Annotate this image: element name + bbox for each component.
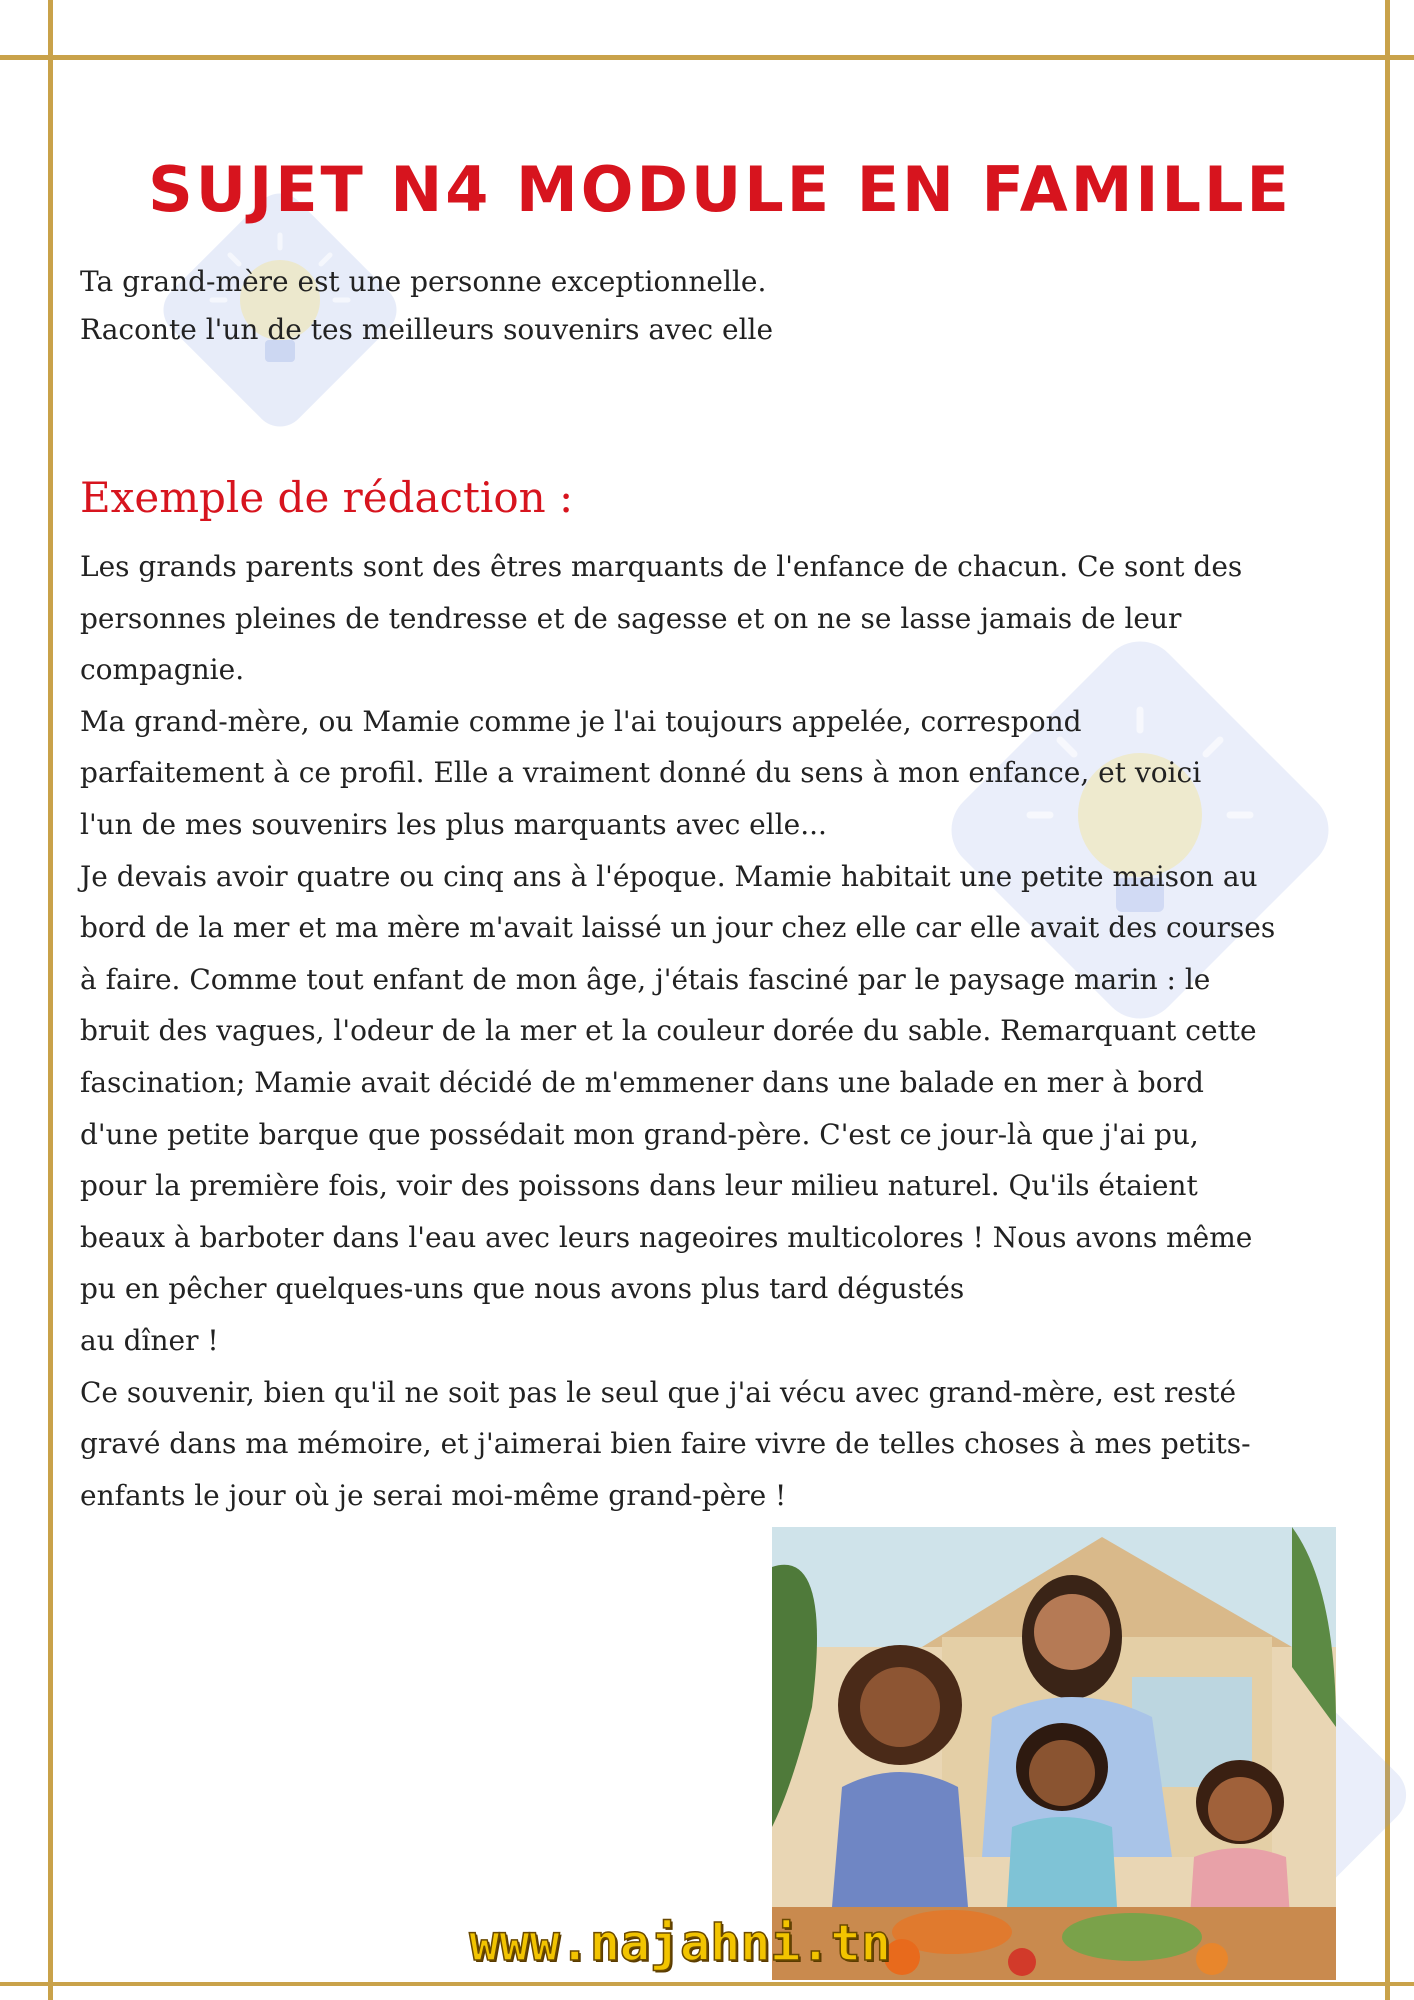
page-title: SUJET N4 MODULE EN FAMILLE: [148, 153, 1292, 226]
essay-line: Les grands parents sont des êtres marquants de l'enfance de chacun. Ce sont des: [80, 550, 1243, 583]
website-url[interactable]: www.najahni.tn: [469, 1914, 891, 1972]
essay-line: pour la première fois, voir des poissons dans leur milieu naturel. Qu'ils étaient: [80, 1169, 1198, 1203]
essay-line: Ma grand-mère, ou Mamie comme je l'ai toujours appelée, correspond: [80, 704, 1082, 738]
essay-line: parfaitement à ce profil. Elle a vraiment donné du sens à mon enfance, et voici: [80, 756, 1202, 790]
essay-line: pu en pêcher quelques-uns que nous avons plus tard dégustés: [80, 1272, 965, 1306]
essay-line: gravé dans ma mémoire, et j'aimerai bien faire vivre de telles choses à mes petits-: [80, 1427, 1251, 1461]
left-border-line: [48, 0, 53, 2000]
essay-line: à faire. Comme tout enfant de mon âge, j'étais fasciné par le paysage marin : le: [80, 962, 1211, 996]
prompt-line: Ta grand-mère est une personne exceptionnelle.: [80, 265, 767, 298]
essay-line: bord de la mer et ma mère m'avait laissé un jour chez elle car elle avait des courses: [80, 911, 1276, 945]
essay-line: Ce souvenir, bien qu'il ne soit pas le seul que j'ai vécu avec grand-mère, est resté: [80, 1375, 1237, 1409]
essay-line: enfants le jour où je serai moi-même grand-père !: [80, 1478, 787, 1512]
essay-line: fascination; Mamie avait décidé de m'emmener dans une balade en mer à bord: [80, 1065, 1204, 1099]
prompt-line: Raconte l'un de tes meilleurs souvenirs avec elle: [80, 313, 774, 346]
essay-line: l'un de mes souvenirs les plus marquants avec elle...: [80, 807, 827, 841]
essay-line: Je devais avoir quatre ou cinq ans à l'époque. Mamie habitait une petite maison au: [80, 859, 1258, 893]
essay-line: au dîner !: [80, 1323, 219, 1357]
bottom-border-line: [0, 1982, 1414, 1986]
essay-line: d'une petite barque que possédait mon grand-père. C'est ce jour-là que j'ai pu,: [80, 1117, 1199, 1151]
essay-line: compagnie.: [80, 653, 245, 687]
example-essay: [80, 541, 1380, 1521]
example-heading: Exemple de rédaction :: [80, 473, 574, 522]
top-border-line: [0, 55, 1414, 60]
essay-line: beaux à barboter dans l'eau avec leurs nageoires multicolores ! Nous avons même: [80, 1220, 1253, 1254]
essay-line: bruit des vagues, l'odeur de la mer et la couleur dorée du sable. Remarquant cette: [80, 1014, 1257, 1048]
assignment-prompt: [80, 258, 1280, 354]
essay-line: personnes pleines de tendresse et de sagesse et on ne se lasse jamais de leur: [80, 601, 1182, 635]
